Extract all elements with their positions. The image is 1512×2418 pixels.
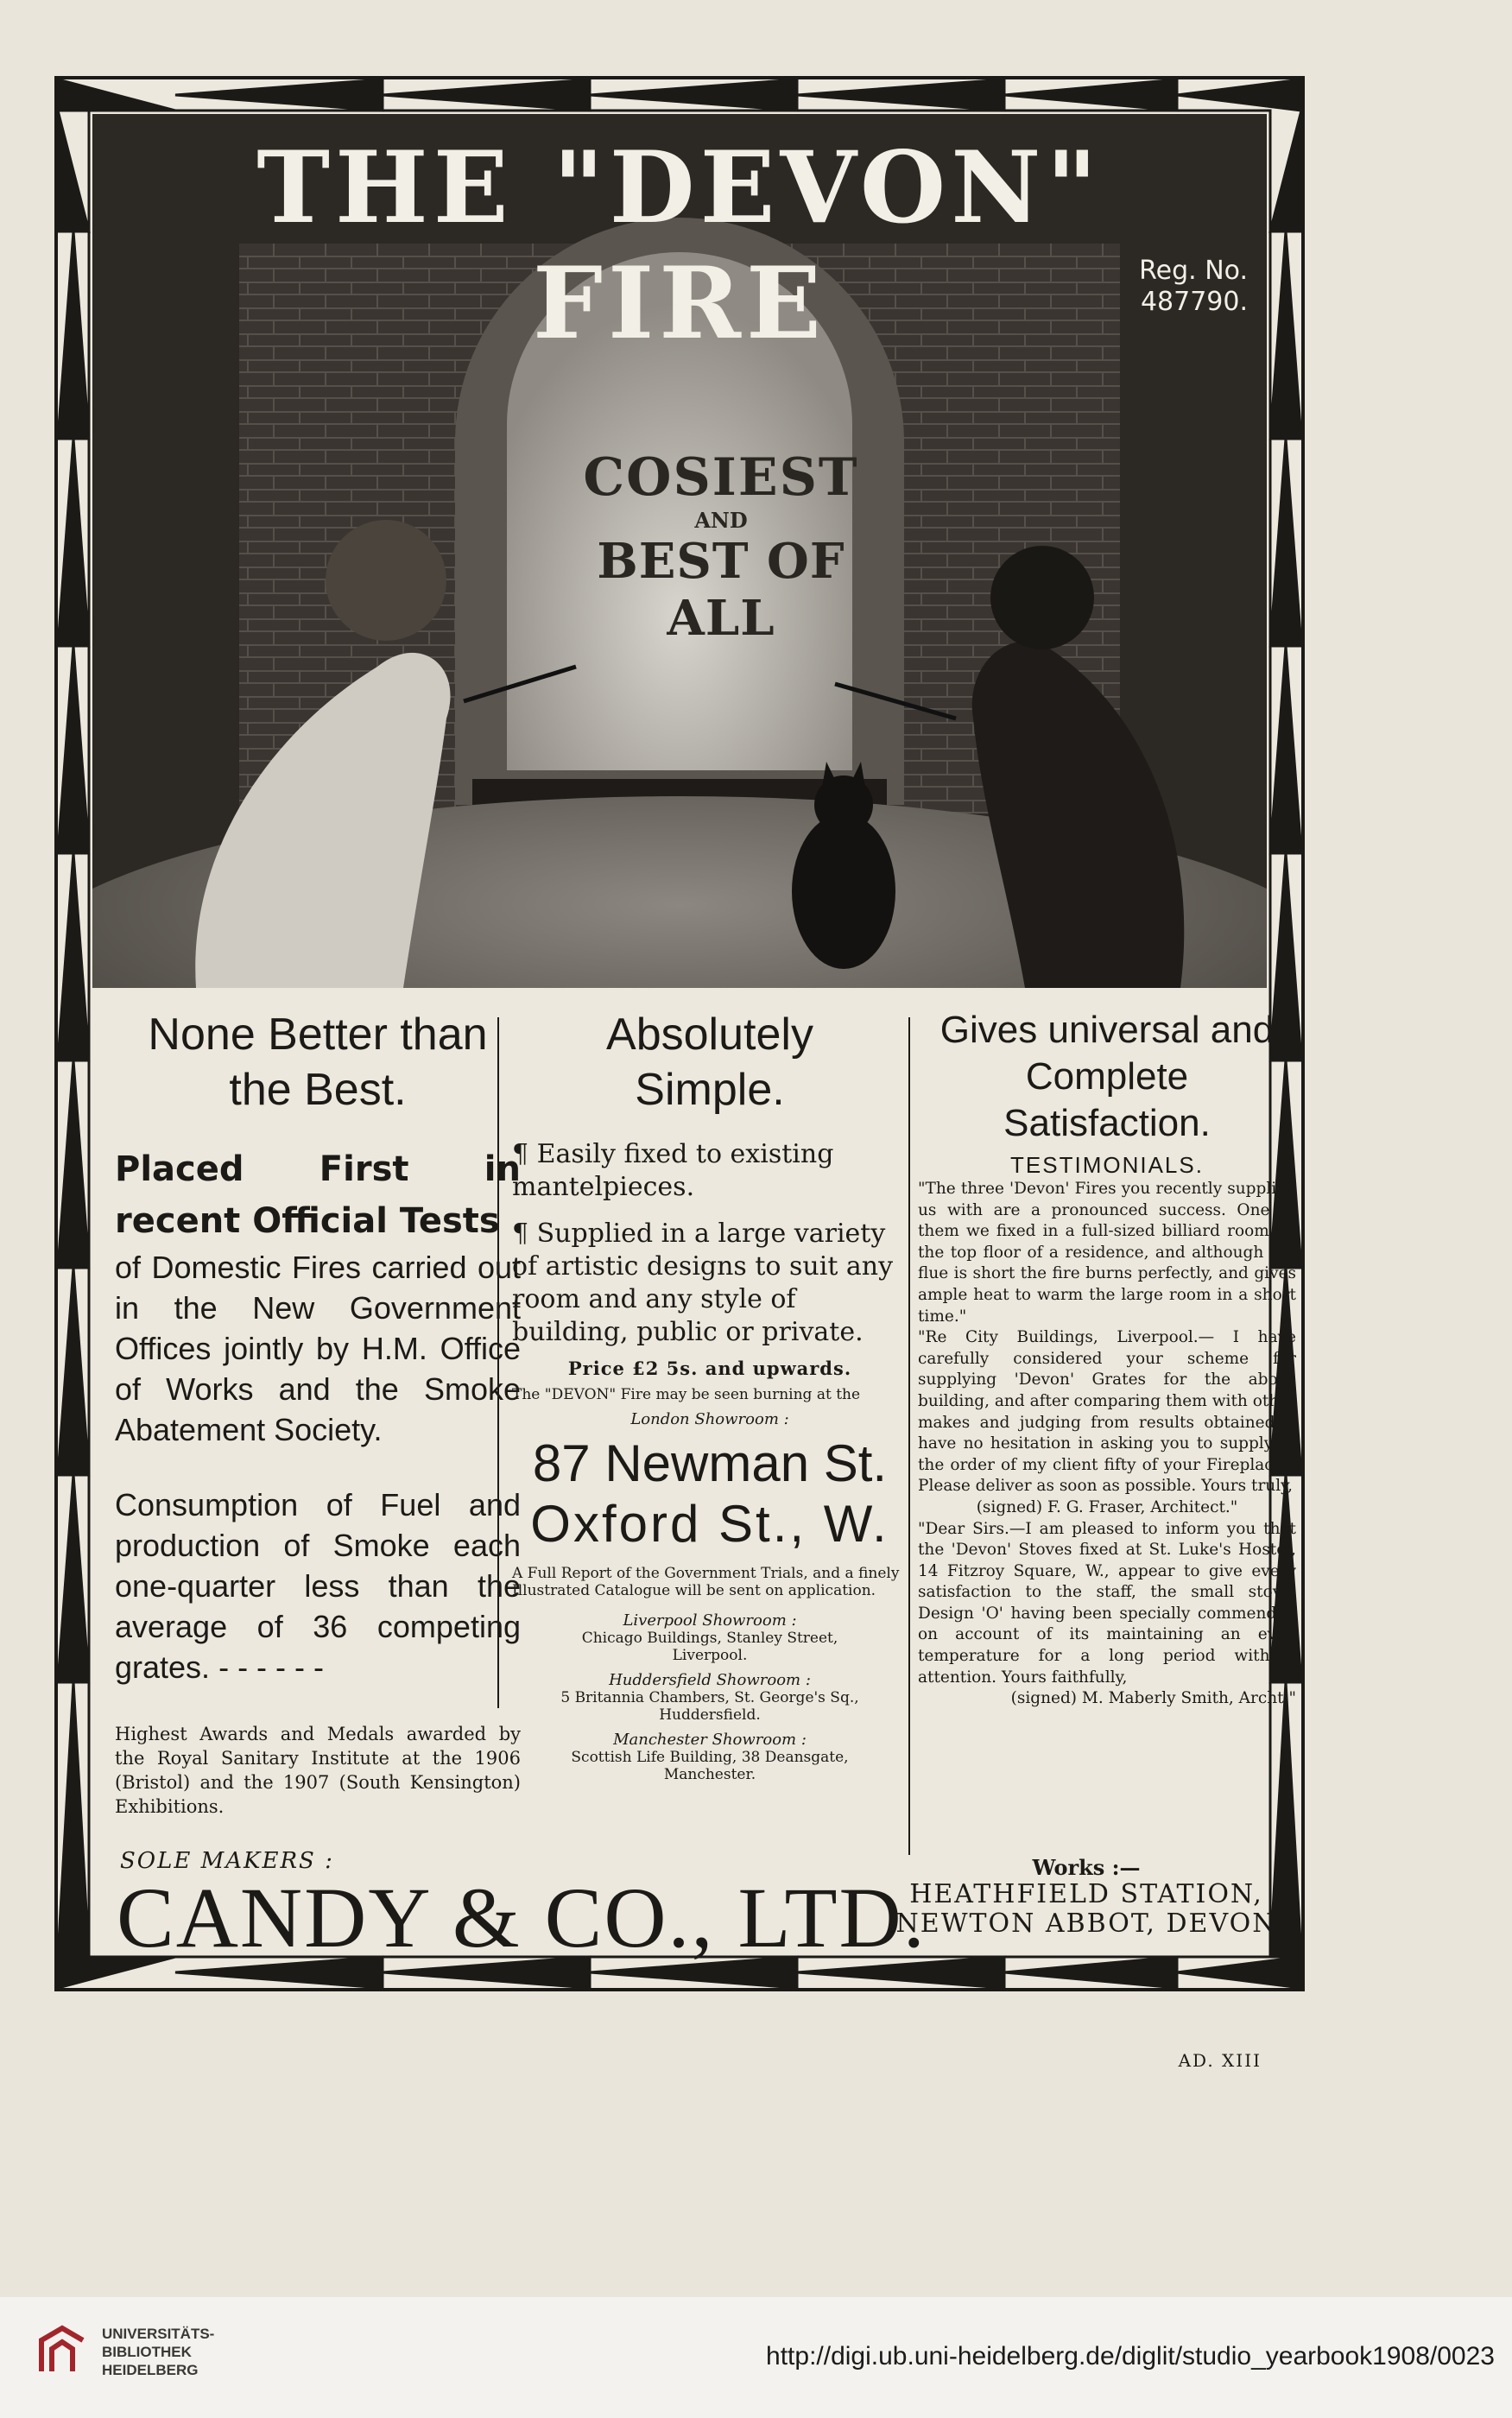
price-text: Price £2 5s. and upwards. <box>567 1358 852 1379</box>
works-label: Works :— <box>1032 1855 1141 1880</box>
registration-number <box>1139 256 1248 318</box>
sign-line-2: AND <box>694 508 748 533</box>
consumption-text <box>115 1484 521 1687</box>
source-url[interactable]: http://digi.ub.uni-heidelberg.de/diglit/studio_yearbook1908/0023 <box>766 2342 1495 2371</box>
works-address-line-1: HEATHFIELD STATION, <box>909 1879 1263 1909</box>
col3-heading <box>918 1007 1296 1147</box>
manchester-address-1: Scottish Life Building, 38 Deansgate, <box>571 1749 849 1766</box>
fireplace-sign <box>562 447 880 647</box>
column-divider-2 <box>908 1017 910 1855</box>
reg-label: Reg. No. <box>1139 256 1248 286</box>
sign-line-3: BEST OF ALL <box>597 533 845 647</box>
company-name: CANDY & CO., LTD. <box>117 1870 927 1965</box>
huddersfield-address-2: Huddersfield. <box>659 1706 761 1724</box>
library-footer <box>0 2297 1512 2418</box>
testimonial-2: "Re City Buildings, Liverpool.— I have carefully considered your scheme for supplying 'Devon' Grates for the above building, and after comparing them with other makes and judging from results obtained, I have no hesitation in asking you to supply to the order of my client fifty of your Fireplaces. Please deliver as soon as possible. Yours truly, <box>918 1328 1296 1496</box>
testimonials-heading: TESTIMONIALS. <box>1010 1152 1204 1178</box>
sign-line-1: COSIEST <box>583 447 859 508</box>
liverpool-address-2: Liverpool. <box>672 1647 748 1664</box>
page-number: AD. XIII <box>1178 2050 1262 2071</box>
official-tests-headline: Placed First in recent Official Tests <box>115 1149 521 1241</box>
sole-makers-label: SOLE MAKERS : <box>120 1848 334 1874</box>
library-name-line-2: BIBLIOTHEK <box>102 2344 192 2360</box>
library-name-line-3: HEIDELBERG <box>102 2362 199 2378</box>
testimonial-1: "The three 'Devon' Fires you recently supplied us with are a pronounced success. One of them we fixed in a full-sized billiard room on the top floor of a residence, and although the flue is short the fire burns perfectly, and gives ample heat to warm the large room in a short time." <box>918 1180 1296 1326</box>
library-name <box>102 2325 214 2379</box>
manchester-showroom-label: Manchester Showroom : <box>613 1731 807 1749</box>
advertisement <box>54 76 1305 1991</box>
london-showroom-label: London Showroom : <box>630 1410 789 1428</box>
column-middle <box>512 1007 908 1783</box>
ad-title: THE "DEVON" FIRE <box>256 130 1103 361</box>
testimonial-2-signature: (signed) F. G. Fraser, Architect." <box>976 1497 1238 1516</box>
tests-description: of Domestic Fires carried out in the New Government Offices jointly by H.M. Office of Works and the Smoke Abatement Society. <box>115 1250 521 1447</box>
huddersfield-address-1: 5 Britannia Chambers, St. George's Sq., <box>560 1689 859 1706</box>
col1-heading <box>115 1007 521 1117</box>
oxford-street-address: Oxford St., W. <box>530 1495 889 1553</box>
col2-heading <box>512 1007 908 1117</box>
testimonial-3-signature: (signed) M. Maberly Smith, Archt." <box>1010 1689 1296 1708</box>
col1-heading-line-2: the Best. <box>229 1065 407 1115</box>
newman-street-address: 87 Newman St. <box>532 1434 888 1492</box>
col3-heading-line-1: Gives universal and <box>939 1009 1275 1051</box>
fireplace-illustration <box>92 114 1267 988</box>
consumption-dashes: - - - - - - <box>218 1649 325 1685</box>
column-left <box>115 1007 521 1819</box>
column-right <box>918 1007 1296 1710</box>
feature-easily-fixed: ¶ Easily fixed to existing mantelpieces. <box>512 1139 834 1202</box>
works-address <box>883 1855 1289 1939</box>
huddersfield-showroom-label: Huddersfield Showroom : <box>609 1671 811 1689</box>
library-name-line-1: UNIVERSITÄTS- <box>102 2326 215 2342</box>
col1-heading-line-1: None Better than <box>148 1010 488 1060</box>
ub-heidelberg-logo-icon <box>35 2323 90 2378</box>
col2-heading-line-2: Simple. <box>635 1065 785 1115</box>
liverpool-address-1: Chicago Buildings, Stanley Street, <box>581 1630 838 1647</box>
works-address-line-2: NEWTON ABBOT, DEVON <box>895 1908 1277 1939</box>
reg-value: 487790. <box>1140 287 1248 317</box>
seen-burning-text: The "DEVON" Fire may be seen burning at the <box>512 1386 861 1403</box>
manchester-address-2: Manchester. <box>663 1766 756 1783</box>
liverpool-showroom-label: Liverpool Showroom : <box>623 1611 797 1630</box>
report-text: A Full Report of the Government Trials, and a finely Illustrated Catalogue will be sent on application. <box>512 1565 900 1599</box>
consumption-body: Consumption of Fuel and production of Smoke each one-quarter less than the average of 36 competing grates. <box>115 1487 521 1685</box>
testimonial-3: "Dear Sirs.—I am pleased to inform you that the 'Devon' Stoves fixed at St. Luke's Hostel, 14 Fitzroy Square, W., appear to give every satisfaction to the staff, the small stove, Design 'O' having been specially commended on account of its maintaining an even temperature for a long period without attention. Yours faithfully, <box>918 1519 1296 1687</box>
awards-text: Highest Awards and Medals awarded by the Royal Sanitary Institute at the 1906 (Bristol) and the 1907 (South Kensington) Exhibitions. <box>115 1724 521 1817</box>
feature-designs: ¶ Supplied in a large variety of artistic designs to suit any room and any style of building, public or private. <box>512 1218 894 1347</box>
col3-heading-line-2: Complete Satisfaction. <box>1003 1055 1211 1144</box>
col2-heading-line-1: Absolutely <box>606 1010 813 1060</box>
